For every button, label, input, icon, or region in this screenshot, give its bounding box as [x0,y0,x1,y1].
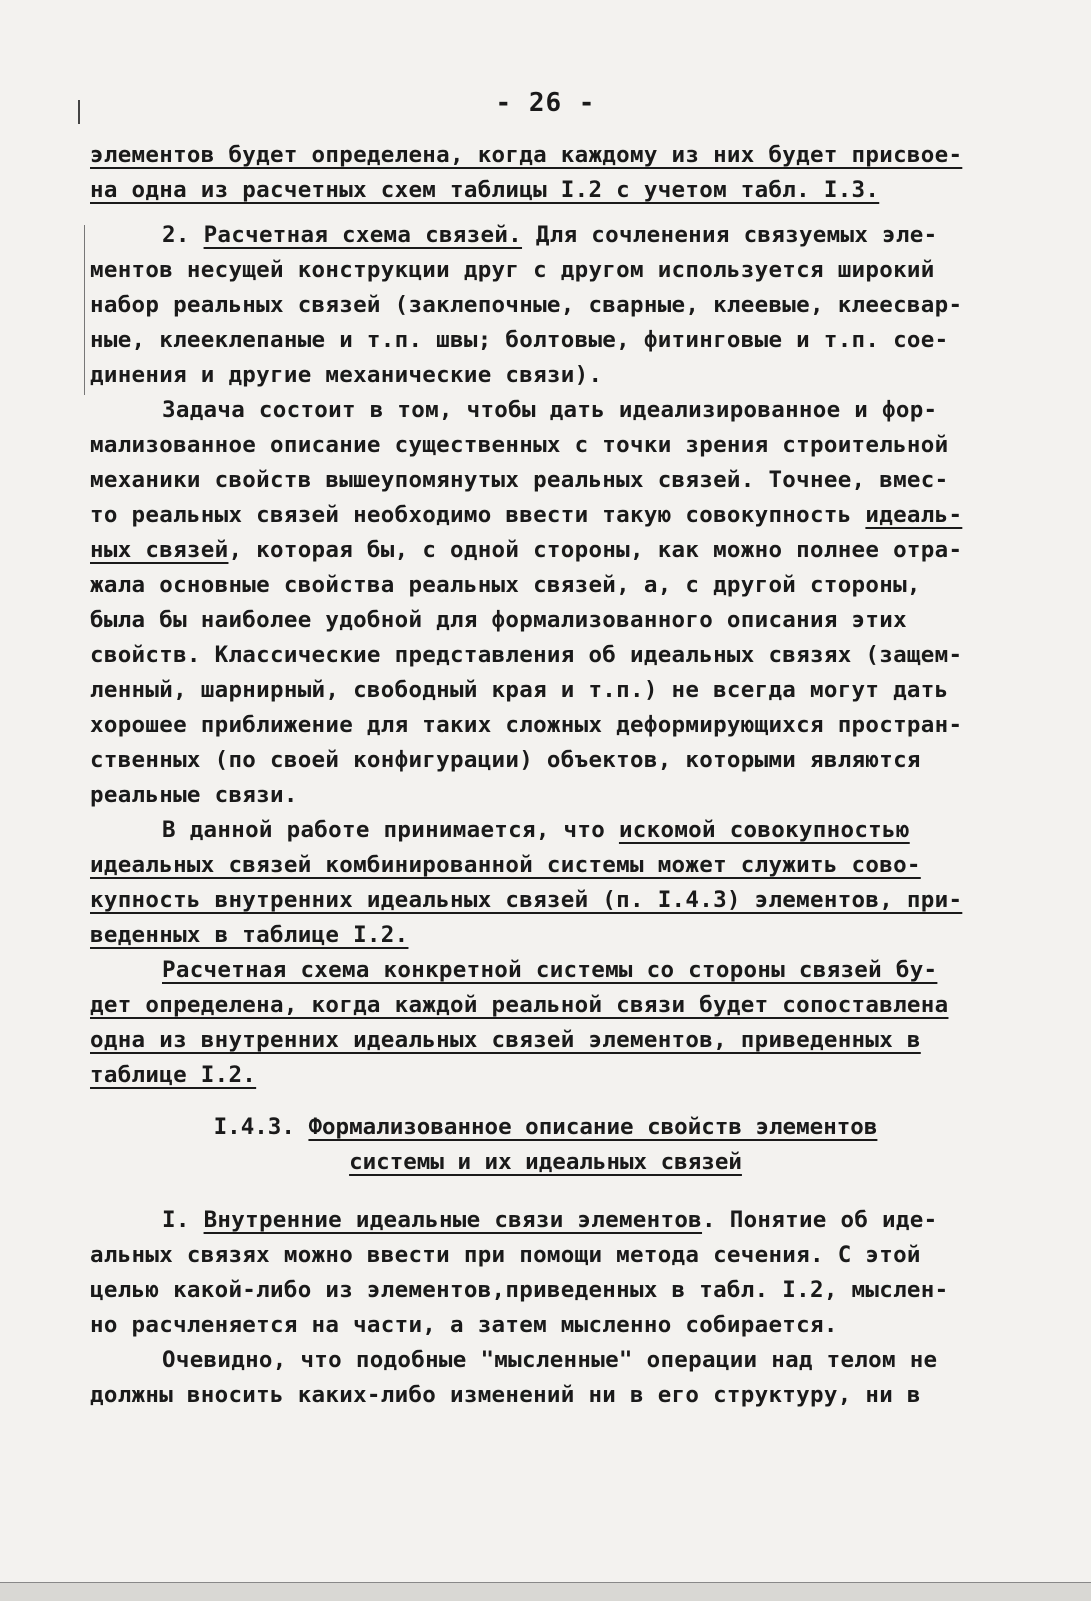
paragraph-last [90,1343,1010,1413]
section-1-number: I. [162,1207,190,1233]
section-2-title: Расчетная схема связей. [203,222,523,248]
section-1-lead [90,1203,1010,1238]
block-continuation [90,138,1010,208]
text-line: была бы наиболее удобной для формализованного описания этих [90,607,907,633]
underlined-term: искомой совокупностью [618,817,910,843]
text-line: целью какой-либо из элементов,приведенных в табл. I.2, мыслен- [90,1277,949,1303]
text-line: мализованное описание существенных с точки зрения строительной [90,432,949,458]
text-line: элементов будет определена, когда каждому из них будет присвое- [90,142,963,168]
text-line: одна из внутренних идеальных связей элементов, приведенных в [90,1027,921,1053]
section-2-lead [90,218,1010,253]
heading-line-1 [0,1110,1091,1145]
heading-line-2 [0,1145,1091,1180]
margin-mark [78,100,80,124]
paragraph-task [90,393,1010,813]
text-line: динения и другие механические связи). [90,362,603,388]
heading-title-1: Формализованное описание свойств элементов [308,1114,878,1140]
text-line [90,498,1010,533]
text-line: но расчленяется на части, а затем мысленно собирается. [90,1312,838,1338]
text-segment: , которая бы, с одной стороны, как можно полнее отра- [228,537,963,563]
margin-mark [84,225,85,395]
text-line: жала основные свойства реальных связей, а, с другой стороны, [90,572,921,598]
text-line: ленный, шарнирный, свободный края и т.п.) не всегда могут дать [90,677,949,703]
text-line: механики свойств вышеупомянутых реальных связей. Точнее, вмес- [90,467,949,493]
section-heading [0,1110,1091,1180]
underlined-term: идеаль- [865,502,963,528]
text-segment: В данной работе принимается, что [162,817,619,843]
paragraph-scheme [90,953,1010,1093]
text-line [90,813,1010,848]
text-line: на одна из расчетных схем таблицы I.2 с учетом табл. I.3. [90,177,880,203]
underlined-term: ных связей [90,537,229,563]
text-line [90,533,1010,568]
text-line: купность внутренних идеальных связей (п. I.4.3) элементов, при- [90,887,963,913]
section-2-lead-rest: Для сочленения связуемых эле- [522,222,938,248]
text-line: ментов несущей конструкции друг с другом используется широкий [90,257,935,283]
text-line: Расчетная схема конкретной системы со стороны связей бу- [162,957,938,983]
paragraph-accept [90,813,1010,953]
section-2-number: 2. [162,222,190,248]
text-line: Задача состоит в том, чтобы дать идеализированное и фор- [162,397,938,423]
text-line: Очевидно, что подобные "мысленные" операции над телом не [162,1347,938,1373]
heading-title-2: системы и их идеальных связей [349,1149,742,1175]
heading-number: I.4.3. [213,1114,295,1140]
page-number: - 26 - [495,88,596,118]
text-line: идеальных связей комбинированной системы может служить сово- [90,852,921,878]
text-line: ственных (по своей конфигурации) объектов, которыми являются [90,747,921,773]
text-line: реальные связи. [90,782,298,808]
text-line: ные, клееклепаные и т.п. швы; болтовые, фитинговые и т.п. сое- [90,327,949,353]
section-1-lead-rest: . Понятие об иде- [702,1207,938,1233]
text-line: хорошее приближение для таких сложных деформирующихся простран- [90,712,963,738]
text-segment: то реальных связей необходимо ввести такую совокупность [90,502,866,528]
text-line: таблице I.2. [90,1062,257,1088]
text-line: веденных в таблице I.2. [90,922,409,948]
text-line: должны вносить каких-либо изменений ни в его структуру, ни в [90,1382,921,1408]
text-line: набор реальных связей (заклепочные, сварные, клеевые, клеесвар- [90,292,963,318]
text-line: альных связях можно ввести при помощи метода сечения. С этой [90,1242,921,1268]
scan-bottom-edge [0,1582,1091,1601]
section-1-title: Внутренние идеальные связи элементов [203,1207,703,1233]
text-line: дет определена, когда каждой реальной связи будет сопоставлена [90,992,949,1018]
section-1 [90,1203,1010,1343]
text-line: свойств. Классические представления об идеальных связях (защем- [90,642,963,668]
section-2 [90,218,1010,393]
